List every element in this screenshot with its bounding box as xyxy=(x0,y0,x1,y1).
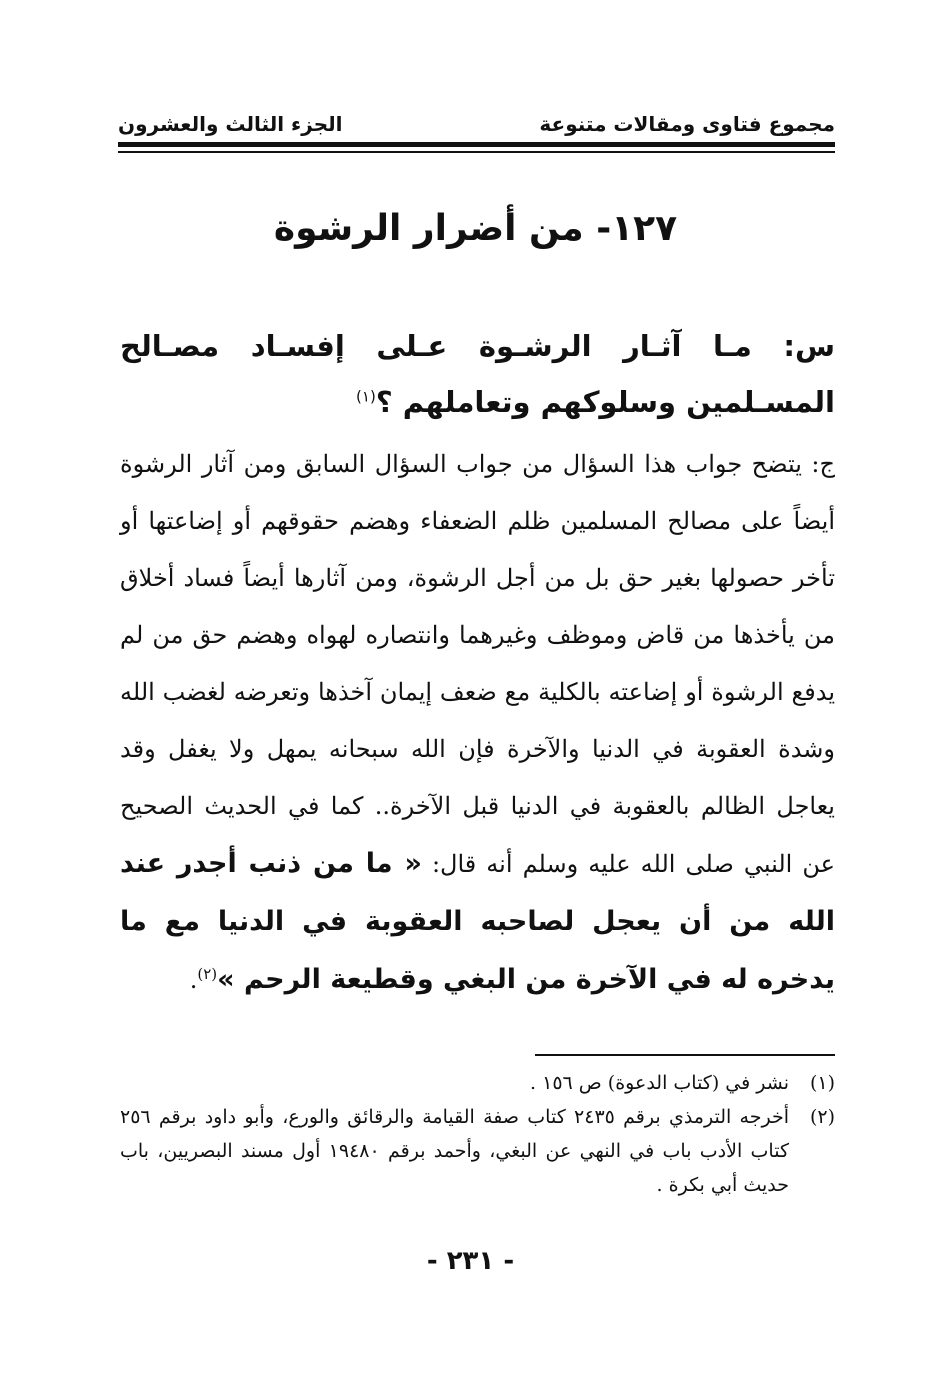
header-rule-thick xyxy=(118,142,835,147)
answer-end: . xyxy=(189,966,198,994)
footnote-ref-1[interactable]: (١) xyxy=(356,387,376,406)
article-title: ١٢٧- من أضرار الرشوة xyxy=(273,208,678,249)
book-title: مجموع فتاوى ومقالات متنوعة xyxy=(539,112,835,136)
volume-label: الجزء الثالث والعشرون xyxy=(118,112,343,136)
footnotes xyxy=(120,1066,835,1202)
answer-paragraph xyxy=(120,436,835,1009)
running-header xyxy=(118,104,835,144)
question-paragraph xyxy=(120,318,835,430)
footnote-number: (٢) xyxy=(809,1106,835,1128)
footnote-item xyxy=(120,1100,835,1202)
page-number: - ٢٣١ - xyxy=(426,1246,515,1276)
article-body xyxy=(120,318,835,1009)
hadith-quote: « ما من ذنب أجدر عند الله من أن يعجل لصاحبه العقوبة في الدنيا مع ما يدخره له في الآخرة من البغي وقطيعة الرحم » xyxy=(120,848,835,995)
question-text: س: مـا آثـار الرشـوة عـلى إفسـاد مصـالح المسـلمين وسلوكهم وتعاملهم ؟ xyxy=(120,329,835,419)
answer-text: ج: يتضح جواب هذا السؤال من جواب السؤال السابق ومن آثار الرشوة أيضاً على مصالح المسلمين ظلم الضعفاء وهضم حقوقهم أو إضاعتها أو تأخر حصولها بغير حق بل من أجل الرشوة، ومن آثارها أيضاً فساد أخلاق من يأخذها من قاض وموظف وغيرهما وانتصاره لهواه وهضم حق من لم يدفع الرشوة أو إضاعته بالكلية مع ضعف إيمان آخذها وتعرضه لغضب الله وشدة العقوبة في الدنيا والآخرة فإن الله سبحانه يمهل ولا يغفل وقد يعاجل الظالم بالعقوبة في الدنيا قبل الآخرة.. كما في الحديث الصحيح عن النبي صلى الله عليه وسلم أنه قال: xyxy=(120,450,836,878)
footnote-ref-2[interactable]: (٢) xyxy=(197,965,218,983)
footnote-text: أخرجه الترمذي برقم ٢٤٣٥ كتاب صفة القيامة والرقائق والورع، وأبو داود برقم ٢٥٦ كتاب الأدب باب في النهي عن البغي، وأحمد برقم ١٩٤٨٠ أول مسند البصريين، باب حديث أبي بكرة . xyxy=(120,1106,789,1196)
header-rule-thin xyxy=(118,151,835,153)
footnote-item xyxy=(120,1066,835,1100)
footnote-separator xyxy=(535,1054,835,1056)
footnote-number: (١) xyxy=(809,1072,835,1094)
footnote-text: نشر في (كتاب الدعوة) ص ١٥٦ . xyxy=(530,1072,789,1094)
